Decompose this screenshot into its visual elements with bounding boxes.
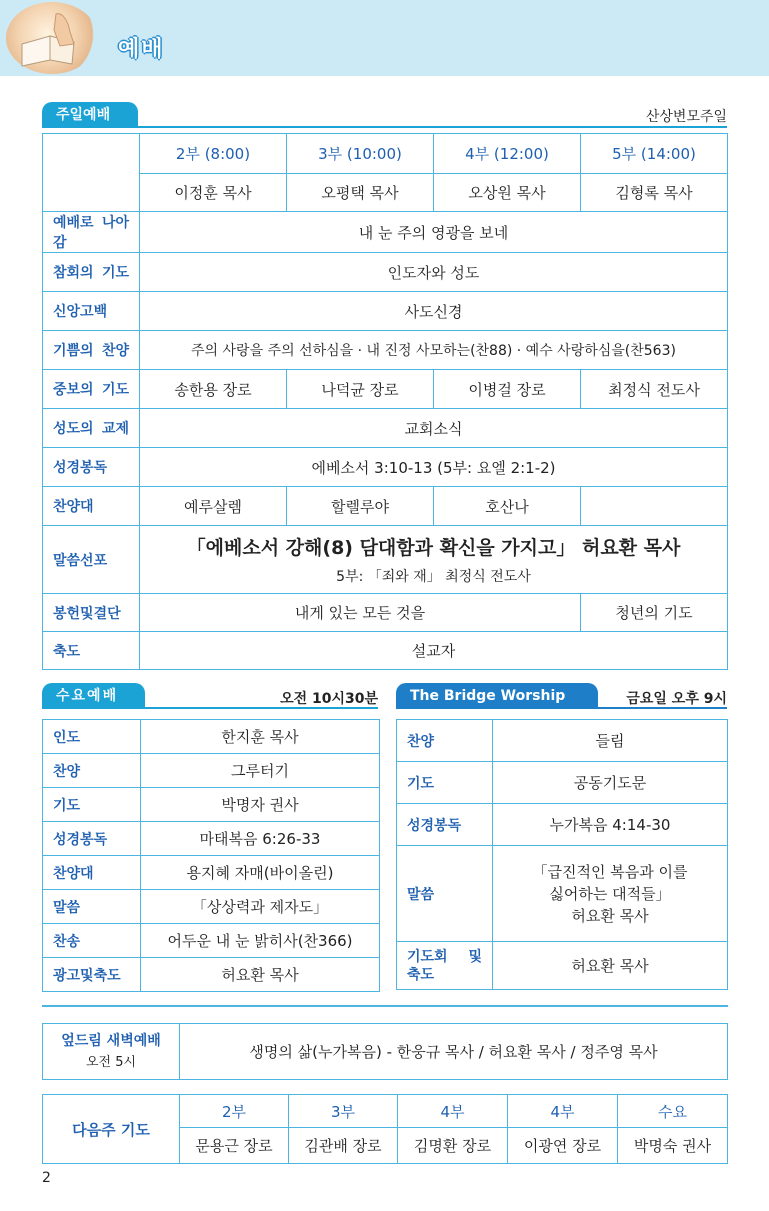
row-value: 할렐루야 [287,487,434,526]
row-value: 마태복음 6:26-33 [141,822,380,856]
header-banner [0,0,769,76]
row-value: 한지훈 목사 [141,720,380,754]
row-value: 박명자 권사 [141,788,380,822]
service-time: 3부 (10:00) [287,134,434,174]
section-divider [42,1005,728,1007]
row-value: 내 눈 주의 영광을 보네 [140,212,728,253]
row-value: 예루살렘 [140,487,287,526]
prayer-service: 수요 [618,1095,728,1128]
service-pastor: 오상원 목사 [434,174,581,212]
row-label: 광고및축도 [43,958,141,992]
row-value: 허요환 목사 [141,958,380,992]
row-label: 기쁨의 찬양 [43,331,140,370]
wednesday-worship-table [42,719,380,992]
service-time: 5부 (14:00) [581,134,728,174]
prayer-name: 김명환 장로 [398,1128,508,1164]
sermon-line: 「급진적인 복음과 이를 [532,862,688,881]
dawn-label-cell [43,1024,180,1080]
row-label: 성경봉독 [43,822,141,856]
row-label: 말씀 [397,846,493,942]
row-value: 어두운 내 눈 밝히사(찬366) [141,924,380,958]
sermon-line: 싫어하는 대적들」 [549,884,671,903]
row-value: 에베소서 3:10-13 (5부: 요엘 2:1-2) [140,448,728,487]
row-value: 설교자 [140,632,728,670]
row-value: 용지혜 자매(바이올린) [141,856,380,890]
row-value: 청년의 기도 [581,594,728,632]
wednesday-time: 오전 10시30분 [280,691,378,707]
sunday-worship-table [42,133,728,670]
prayer-name: 박명숙 권사 [618,1128,728,1164]
next-prayer-table [42,1094,728,1164]
row-label: 찬송 [43,924,141,958]
row-label: 신앙고백 [43,292,140,331]
row-value: 최정식 전도사 [581,370,728,409]
row-value: 송한용 장로 [140,370,287,409]
row-label: 말씀선포 [43,526,140,594]
tab-wednesday-worship: 수요예배 [42,683,145,709]
row-label: 성도의 교제 [43,409,140,448]
row-label: 중보의 기도 [43,370,140,409]
row-value: 내게 있는 모든 것을 [140,594,581,632]
service-pastor: 이정훈 목사 [140,174,287,212]
prayer-name: 이광연 장로 [508,1128,618,1164]
row-value: 들림 [493,720,728,762]
tab-bridge-worship: The Bridge Worship [396,683,598,709]
service-pastor: 오평택 목사 [287,174,434,212]
label-line: 축도 [407,966,435,983]
row-label: 참회의 기도 [43,253,140,292]
dawn-title: 엎드림 새벽예배 [61,1032,161,1049]
row-value: 호산나 [434,487,581,526]
row-label: 성경봉독 [43,448,140,487]
bridge-time: 금요일 오후 9시 [626,691,727,707]
prayer-name: 문용근 장로 [180,1128,289,1164]
row-value: 이병걸 장로 [434,370,581,409]
row-label: 기도 [397,762,493,804]
page-title: 예배 [118,37,165,62]
service-time: 4부 (12:00) [434,134,581,174]
row-value: 주의 사랑을 주의 선하심을 · 내 진정 사모하는(찬88) · 예수 사랑하심을(찬563) [140,331,728,370]
row-label: 축도 [43,632,140,670]
praying-hands-bible-image [6,2,98,74]
prayer-service: 2부 [180,1095,289,1128]
label-line: 기도회 및 [407,948,482,965]
row-value: 공동기도문 [493,762,728,804]
row-value: 허요환 목사 [493,942,728,990]
row-value: 「상상력과 제자도」 [141,890,380,924]
row-label: 찬양대 [43,856,141,890]
row-label: 예배로 나아감 [43,212,140,253]
prayer-name: 김관배 장로 [289,1128,398,1164]
page-number: 2 [42,1170,51,1186]
row-label: 기도 [43,788,141,822]
row-label: 성경봉독 [397,804,493,846]
row-label: 찬양 [397,720,493,762]
row-value: 사도신경 [140,292,728,331]
row-label: 찬양대 [43,487,140,526]
sunday-note: 산상변모주일 [645,109,727,125]
bridge-worship-table [396,719,728,990]
sermon-cell [140,526,728,594]
row-value: 인도자와 성도 [140,253,728,292]
tab-sunday-worship: 주일예배 [42,102,138,128]
prayer-service: 4부 [508,1095,618,1128]
dawn-value: 생명의 삶(누가복음) - 한웅규 목사 / 허요환 목사 / 정주영 목사 [180,1024,728,1080]
sermon-line: 허요환 목사 [571,906,649,925]
service-pastor: 김형록 목사 [581,174,728,212]
dawn-worship-table [42,1023,728,1080]
sermon-title: 「에베소서 강해(8) 담대함과 확신을 가지고」 허요환 목사 [186,537,681,559]
row-value: 누가복음 4:14-30 [493,804,728,846]
prayer-service: 3부 [289,1095,398,1128]
empty-corner-cell [43,134,140,212]
row-value [581,487,728,526]
row-value: 나덕균 장로 [287,370,434,409]
sermon-cell [493,846,728,942]
row-label: 인도 [43,720,141,754]
row-label: 말씀 [43,890,141,924]
dawn-time: 오전 5시 [85,1054,137,1070]
row-label: 봉헌및결단 [43,594,140,632]
service-time: 2부 (8:00) [140,134,287,174]
row-value: 그루터기 [141,754,380,788]
row-label: 찬양 [43,754,141,788]
row-label [397,942,493,990]
next-prayer-label: 다음주 기도 [43,1095,180,1164]
section-rule [42,126,727,128]
prayer-service: 4부 [398,1095,508,1128]
row-value: 교회소식 [140,409,728,448]
sermon-subtitle: 5부: 「죄와 재」 최정식 전도사 [336,569,531,585]
